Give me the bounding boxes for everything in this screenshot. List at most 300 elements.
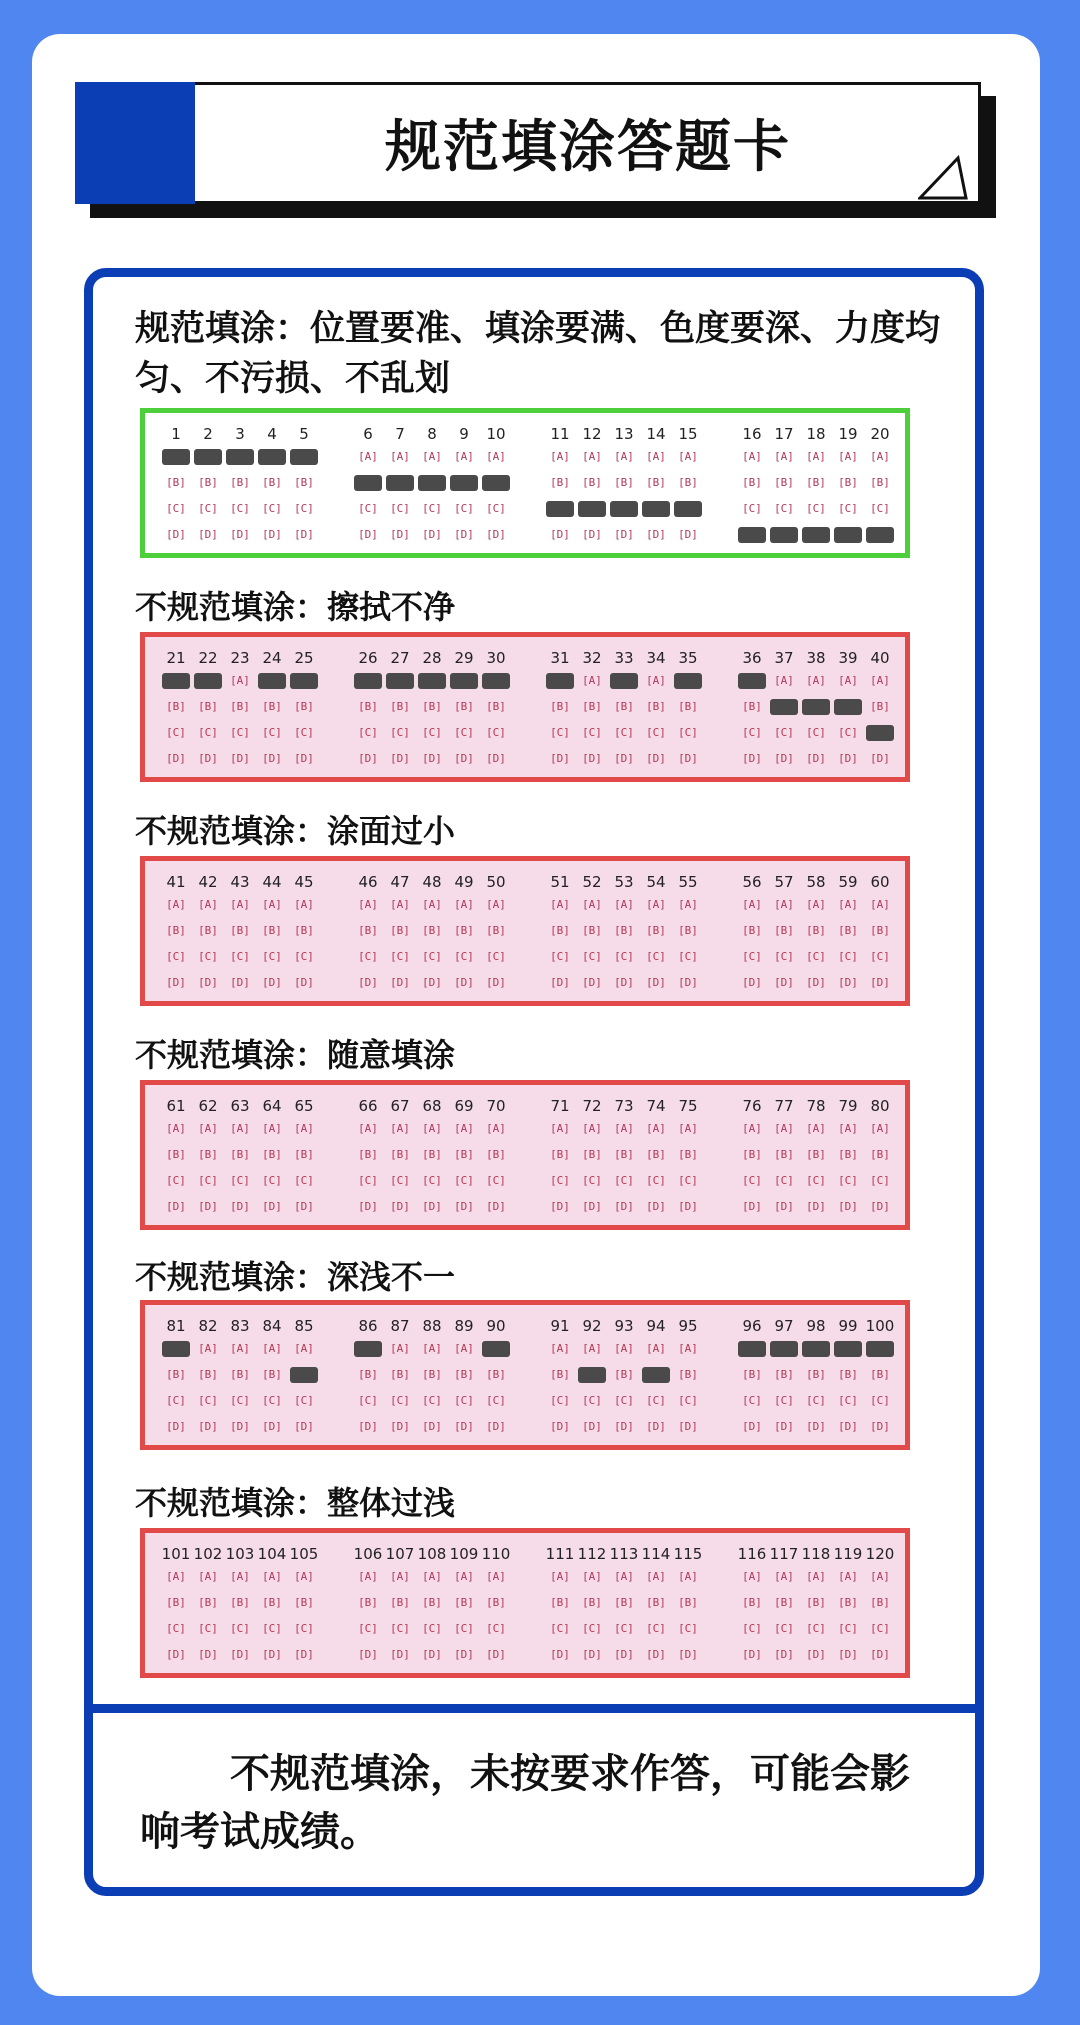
question-number: 82: [198, 1317, 218, 1335]
answer-bubble: [B]: [806, 476, 826, 489]
answer-bubble: [D]: [486, 976, 506, 989]
answer-bubble: [D]: [358, 1200, 378, 1213]
answer-bubble: [D]: [262, 528, 282, 541]
answer-bubble: [C]: [358, 1174, 378, 1187]
answer-bubble: [C]: [806, 1174, 826, 1187]
question-number: 57: [774, 873, 794, 891]
answer-bubble: [A]: [678, 898, 698, 911]
answer-bubble: [C]: [486, 726, 506, 739]
question-number: 47: [390, 873, 410, 891]
answer-bubble: [D]: [806, 1420, 826, 1433]
answer-bubble: [A]: [454, 1570, 474, 1583]
answer-bubble: [D]: [390, 752, 410, 765]
title-accent-block: [75, 82, 195, 204]
answer-bubble: [C]: [198, 1394, 218, 1407]
answer-bubble: [A]: [870, 1570, 890, 1583]
answer-bubble: [A]: [806, 674, 826, 687]
answer-bubble: [B]: [486, 1368, 506, 1381]
question-number: 93: [614, 1317, 634, 1335]
answer-bubble: [B]: [166, 700, 186, 713]
answer-bubble: [A]: [422, 1570, 442, 1583]
question-number: 21: [166, 649, 186, 667]
filled-bubble: [738, 673, 766, 689]
question-number: 64: [262, 1097, 282, 1115]
nonstandard-answer-card: [140, 1080, 910, 1230]
question-number: 95: [678, 1317, 698, 1335]
answer-bubble: [A]: [774, 1570, 794, 1583]
question-number: 55: [678, 873, 698, 891]
answer-bubble: [D]: [166, 1420, 186, 1433]
answer-bubble: [B]: [838, 476, 858, 489]
answer-bubble: [C]: [198, 726, 218, 739]
answer-bubble: [C]: [614, 1394, 634, 1407]
filled-bubble: [834, 527, 862, 543]
answer-bubble: [C]: [774, 950, 794, 963]
question-number: 16: [742, 425, 762, 443]
filled-bubble: [194, 449, 222, 465]
answer-bubble: [C]: [198, 1174, 218, 1187]
answer-bubble: [C]: [614, 1174, 634, 1187]
answer-bubble: [D]: [422, 1420, 442, 1433]
answer-bubble: [D]: [422, 1648, 442, 1661]
answer-bubble: [C]: [390, 726, 410, 739]
answer-bubble: [B]: [614, 1368, 634, 1381]
answer-bubble: [D]: [582, 1648, 602, 1661]
question-number: 49: [454, 873, 474, 891]
filled-bubble: [770, 527, 798, 543]
answer-bubble: [B]: [742, 476, 762, 489]
answer-bubble: [B]: [230, 1596, 250, 1609]
answer-bubble: [D]: [582, 528, 602, 541]
answer-bubble: [D]: [198, 1200, 218, 1213]
answer-bubble: [D]: [550, 528, 570, 541]
filled-bubble: [610, 673, 638, 689]
question-number: 103: [225, 1545, 255, 1563]
filled-bubble: [290, 449, 318, 465]
answer-bubble: [A]: [390, 1570, 410, 1583]
filled-bubble: [226, 449, 254, 465]
question-number: 119: [833, 1545, 863, 1563]
answer-bubble: [C]: [166, 502, 186, 515]
question-number: 75: [678, 1097, 698, 1115]
question-number: 115: [673, 1545, 703, 1563]
answer-bubble: [D]: [262, 1648, 282, 1661]
answer-bubble: [B]: [838, 1368, 858, 1381]
answer-bubble: [C]: [294, 502, 314, 515]
page-title: 规范填涂答题卡: [385, 115, 791, 180]
answer-bubble: [B]: [230, 924, 250, 937]
question-number: 52: [582, 873, 602, 891]
filled-bubble: [674, 673, 702, 689]
answer-bubble: [B]: [230, 476, 250, 489]
answer-bubble: [C]: [422, 950, 442, 963]
filled-bubble: [450, 475, 478, 491]
answer-bubble: [B]: [262, 924, 282, 937]
answer-bubble: [B]: [166, 1596, 186, 1609]
answer-bubble: [A]: [614, 1122, 634, 1135]
answer-bubble: [A]: [550, 1122, 570, 1135]
question-number: 102: [193, 1545, 223, 1563]
filled-bubble: [418, 475, 446, 491]
answer-bubble: [C]: [422, 1174, 442, 1187]
answer-bubble: [D]: [742, 752, 762, 765]
answer-bubble: [B]: [294, 1148, 314, 1161]
question-number: 110: [481, 1545, 511, 1563]
answer-bubble: [D]: [486, 1420, 506, 1433]
question-number: 97: [774, 1317, 794, 1335]
answer-bubble: [B]: [742, 1148, 762, 1161]
question-number: 61: [166, 1097, 186, 1115]
answer-bubble: [B]: [870, 1596, 890, 1609]
answer-bubble: [C]: [166, 950, 186, 963]
answer-bubble: [D]: [390, 528, 410, 541]
filled-bubble: [258, 449, 286, 465]
answer-bubble: [A]: [358, 1122, 378, 1135]
answer-bubble: [D]: [806, 1648, 826, 1661]
answer-bubble: [D]: [838, 1420, 858, 1433]
answer-bubble: [A]: [870, 674, 890, 687]
answer-bubble: [B]: [742, 1596, 762, 1609]
answer-bubble: [B]: [198, 1148, 218, 1161]
answer-bubble: [C]: [390, 950, 410, 963]
answer-bubble: [B]: [870, 1148, 890, 1161]
answer-bubble: [D]: [614, 976, 634, 989]
answer-bubble: [A]: [582, 898, 602, 911]
answer-bubble: [B]: [582, 700, 602, 713]
answer-bubble: [B]: [646, 1596, 666, 1609]
answer-bubble: [B]: [678, 1148, 698, 1161]
question-number: 18: [806, 425, 826, 443]
answer-bubble: [A]: [198, 1570, 218, 1583]
answer-bubble: [C]: [582, 1174, 602, 1187]
question-number: 81: [166, 1317, 186, 1335]
answer-bubble: [A]: [358, 1570, 378, 1583]
question-number: 54: [646, 873, 666, 891]
question-number: 88: [422, 1317, 442, 1335]
answer-bubble: [C]: [422, 502, 442, 515]
answer-bubble: [C]: [806, 1622, 826, 1635]
answer-bubble: [A]: [614, 450, 634, 463]
question-number: 11: [550, 425, 570, 443]
answer-bubble: [B]: [262, 1368, 282, 1381]
answer-bubble: [C]: [870, 502, 890, 515]
filled-bubble: [290, 673, 318, 689]
answer-bubble: [C]: [198, 502, 218, 515]
section-label: 不规范填涂：涂面过小: [135, 812, 456, 850]
answer-bubble: [D]: [582, 752, 602, 765]
answer-bubble: [D]: [166, 976, 186, 989]
answer-bubble: [D]: [230, 1648, 250, 1661]
answer-bubble: [A]: [582, 674, 602, 687]
answer-bubble: [A]: [230, 1342, 250, 1355]
section-label: 不规范填涂：深浅不一: [135, 1258, 456, 1296]
standard-answer-card: [140, 408, 910, 558]
answer-bubble: [A]: [614, 1570, 634, 1583]
question-number: 38: [806, 649, 826, 667]
answer-bubble: [D]: [646, 1648, 666, 1661]
answer-bubble: [B]: [198, 1368, 218, 1381]
answer-bubble: [D]: [870, 976, 890, 989]
answer-bubble: [A]: [166, 1122, 186, 1135]
answer-bubble: [B]: [422, 700, 442, 713]
answer-bubble: [C]: [550, 1174, 570, 1187]
answer-bubble: [D]: [614, 1648, 634, 1661]
answer-bubble: [C]: [806, 726, 826, 739]
answer-bubble: [A]: [262, 1122, 282, 1135]
answer-bubble: [A]: [614, 898, 634, 911]
question-number: 13: [614, 425, 634, 443]
answer-bubble: [C]: [486, 502, 506, 515]
answer-bubble: [C]: [646, 726, 666, 739]
answer-bubble: [B]: [166, 924, 186, 937]
answer-bubble: [C]: [198, 950, 218, 963]
answer-bubble: [B]: [550, 476, 570, 489]
question-number: 78: [806, 1097, 826, 1115]
answer-bubble: [B]: [262, 1148, 282, 1161]
filled-bubble: [290, 1367, 318, 1383]
answer-bubble: [A]: [646, 1122, 666, 1135]
answer-bubble: [A]: [454, 450, 474, 463]
answer-bubble: [D]: [614, 528, 634, 541]
question-number: 20: [870, 425, 890, 443]
question-number: 30: [486, 649, 506, 667]
answer-bubble: [A]: [486, 1570, 506, 1583]
answer-bubble: [C]: [294, 950, 314, 963]
answer-bubble: [B]: [166, 476, 186, 489]
question-number: 35: [678, 649, 698, 667]
answer-bubble: [C]: [678, 1622, 698, 1635]
answer-bubble: [C]: [870, 1174, 890, 1187]
answer-bubble: [D]: [870, 1420, 890, 1433]
answer-bubble: [C]: [230, 726, 250, 739]
answer-bubble: [D]: [454, 976, 474, 989]
answer-bubble: [C]: [774, 1394, 794, 1407]
answer-bubble: [A]: [678, 1122, 698, 1135]
nonstandard-answer-card: [140, 632, 910, 782]
answer-bubble: [A]: [198, 898, 218, 911]
question-number: 60: [870, 873, 890, 891]
question-number: 12: [582, 425, 602, 443]
panel-divider: [84, 1704, 984, 1713]
answer-bubble: [B]: [230, 700, 250, 713]
answer-bubble: [B]: [294, 476, 314, 489]
answer-bubble: [A]: [294, 1122, 314, 1135]
answer-bubble: [C]: [582, 950, 602, 963]
question-number: 39: [838, 649, 858, 667]
answer-bubble: [B]: [646, 700, 666, 713]
answer-bubble: [A]: [550, 450, 570, 463]
question-number: 111: [545, 1545, 575, 1563]
answer-bubble: [D]: [262, 976, 282, 989]
question-number: 29: [454, 649, 474, 667]
question-number: 40: [870, 649, 890, 667]
answer-bubble: [D]: [454, 1200, 474, 1213]
answer-bubble: [A]: [806, 1122, 826, 1135]
answer-bubble: [B]: [678, 1368, 698, 1381]
question-number: 120: [865, 1545, 895, 1563]
answer-bubble: [A]: [454, 1342, 474, 1355]
answer-bubble: [C]: [390, 502, 410, 515]
question-number: 65: [294, 1097, 314, 1115]
answer-bubble: [C]: [166, 1174, 186, 1187]
answer-bubble: [D]: [678, 976, 698, 989]
answer-bubble: [D]: [550, 1200, 570, 1213]
answer-bubble: [A]: [166, 1570, 186, 1583]
filled-bubble: [386, 673, 414, 689]
question-number: 37: [774, 649, 794, 667]
answer-bubble: [A]: [806, 450, 826, 463]
answer-bubble: [C]: [230, 1394, 250, 1407]
answer-bubble: [D]: [806, 1200, 826, 1213]
filled-bubble: [866, 725, 894, 741]
answer-bubble: [B]: [550, 1148, 570, 1161]
answer-bubble: [C]: [774, 1174, 794, 1187]
answer-bubble: [B]: [614, 1148, 634, 1161]
answer-bubble: [A]: [422, 898, 442, 911]
answer-bubble: [D]: [166, 1200, 186, 1213]
answer-bubble: [A]: [486, 898, 506, 911]
answer-bubble: [B]: [166, 1368, 186, 1381]
question-number: 6: [363, 425, 373, 443]
answer-bubble: [C]: [262, 1174, 282, 1187]
filled-bubble: [834, 1341, 862, 1357]
answer-bubble: [A]: [774, 898, 794, 911]
answer-bubble: [D]: [390, 1648, 410, 1661]
filled-bubble: [482, 475, 510, 491]
answer-bubble: [A]: [390, 450, 410, 463]
question-number: 7: [395, 425, 405, 443]
answer-bubble: [B]: [390, 924, 410, 937]
answer-bubble: [C]: [838, 502, 858, 515]
answer-bubble: [C]: [646, 950, 666, 963]
answer-bubble: [B]: [742, 700, 762, 713]
question-number: 76: [742, 1097, 762, 1115]
answer-bubble: [B]: [262, 476, 282, 489]
answer-bubble: [C]: [294, 726, 314, 739]
answer-bubble: [D]: [742, 1200, 762, 1213]
answer-bubble: [A]: [486, 450, 506, 463]
answer-bubble: [D]: [774, 1200, 794, 1213]
nonstandard-answer-card: [140, 1300, 910, 1450]
answer-bubble: [B]: [614, 476, 634, 489]
answer-bubble: [D]: [774, 1648, 794, 1661]
question-number: 114: [641, 1545, 671, 1563]
answer-bubble: [B]: [486, 924, 506, 937]
answer-bubble: [B]: [870, 924, 890, 937]
answer-bubble: [A]: [422, 450, 442, 463]
answer-bubble: [C]: [838, 726, 858, 739]
answer-bubble: [B]: [358, 700, 378, 713]
footer-warning: 不规范填涂，未按要求作答，可能会影响考试成绩。: [140, 1751, 910, 1855]
answer-bubble: [D]: [262, 1420, 282, 1433]
answer-bubble: [A]: [774, 674, 794, 687]
answer-bubble: [A]: [550, 1342, 570, 1355]
question-number: 107: [385, 1545, 415, 1563]
question-number: 9: [459, 425, 469, 443]
answer-bubble: [C]: [582, 726, 602, 739]
answer-bubble: [D]: [486, 1648, 506, 1661]
question-number: 32: [582, 649, 602, 667]
filled-bubble: [834, 699, 862, 715]
answer-bubble: [B]: [422, 1148, 442, 1161]
question-number: 117: [769, 1545, 799, 1563]
filled-bubble: [770, 699, 798, 715]
question-number: 31: [550, 649, 570, 667]
answer-bubble: [D]: [582, 1200, 602, 1213]
filled-bubble: [738, 1341, 766, 1357]
question-number: 15: [678, 425, 698, 443]
answer-bubble: [B]: [294, 1596, 314, 1609]
answer-bubble: [D]: [230, 752, 250, 765]
question-number: 27: [390, 649, 410, 667]
answer-bubble: [D]: [838, 752, 858, 765]
answer-bubble: [C]: [198, 1622, 218, 1635]
answer-bubble: [B]: [774, 1148, 794, 1161]
filled-bubble: [450, 673, 478, 689]
answer-bubble: [D]: [294, 1420, 314, 1433]
answer-bubble: [C]: [550, 1394, 570, 1407]
answer-bubble: [C]: [614, 950, 634, 963]
answer-bubble: [A]: [550, 1570, 570, 1583]
answer-bubble: [B]: [358, 924, 378, 937]
answer-bubble: [C]: [294, 1622, 314, 1635]
answer-bubble: [C]: [774, 1622, 794, 1635]
answer-bubble: [B]: [806, 924, 826, 937]
question-number: 92: [582, 1317, 602, 1335]
answer-bubble: [D]: [422, 1200, 442, 1213]
question-number: 67: [390, 1097, 410, 1115]
answer-bubble: [A]: [742, 898, 762, 911]
answer-bubble: [A]: [614, 1342, 634, 1355]
answer-bubble: [D]: [838, 1200, 858, 1213]
page-fold-icon: [918, 150, 968, 200]
answer-bubble: [D]: [358, 752, 378, 765]
section-label: 不规范填涂：擦拭不净: [135, 588, 456, 626]
question-number: 23: [230, 649, 250, 667]
answer-bubble: [C]: [358, 1622, 378, 1635]
question-number: 80: [870, 1097, 890, 1115]
filled-bubble: [578, 1367, 606, 1383]
question-number: 43: [230, 873, 250, 891]
answer-bubble: [D]: [774, 976, 794, 989]
answer-bubble: [A]: [678, 1342, 698, 1355]
answer-bubble: [A]: [230, 1122, 250, 1135]
answer-bubble: [D]: [294, 752, 314, 765]
answer-bubble: [D]: [646, 976, 666, 989]
question-number: 4: [267, 425, 277, 443]
answer-bubble: [A]: [646, 898, 666, 911]
answer-bubble: [D]: [742, 1648, 762, 1661]
question-number: 68: [422, 1097, 442, 1115]
answer-bubble: [B]: [198, 1596, 218, 1609]
answer-bubble: [C]: [742, 726, 762, 739]
answer-bubble: [A]: [678, 1570, 698, 1583]
answer-bubble: [A]: [166, 898, 186, 911]
answer-bubble: [A]: [582, 450, 602, 463]
answer-bubble: [A]: [390, 898, 410, 911]
answer-bubble: [B]: [838, 1148, 858, 1161]
question-number: 79: [838, 1097, 858, 1115]
section-label: 不规范填涂：整体过浅: [135, 1484, 456, 1522]
answer-bubble: [C]: [262, 502, 282, 515]
answer-bubble: [D]: [550, 752, 570, 765]
answer-bubble: [D]: [646, 1420, 666, 1433]
question-number: 28: [422, 649, 442, 667]
answer-bubble: [A]: [422, 1122, 442, 1135]
answer-bubble: [C]: [230, 1622, 250, 1635]
answer-bubble: [A]: [838, 1122, 858, 1135]
filled-bubble: [674, 501, 702, 517]
